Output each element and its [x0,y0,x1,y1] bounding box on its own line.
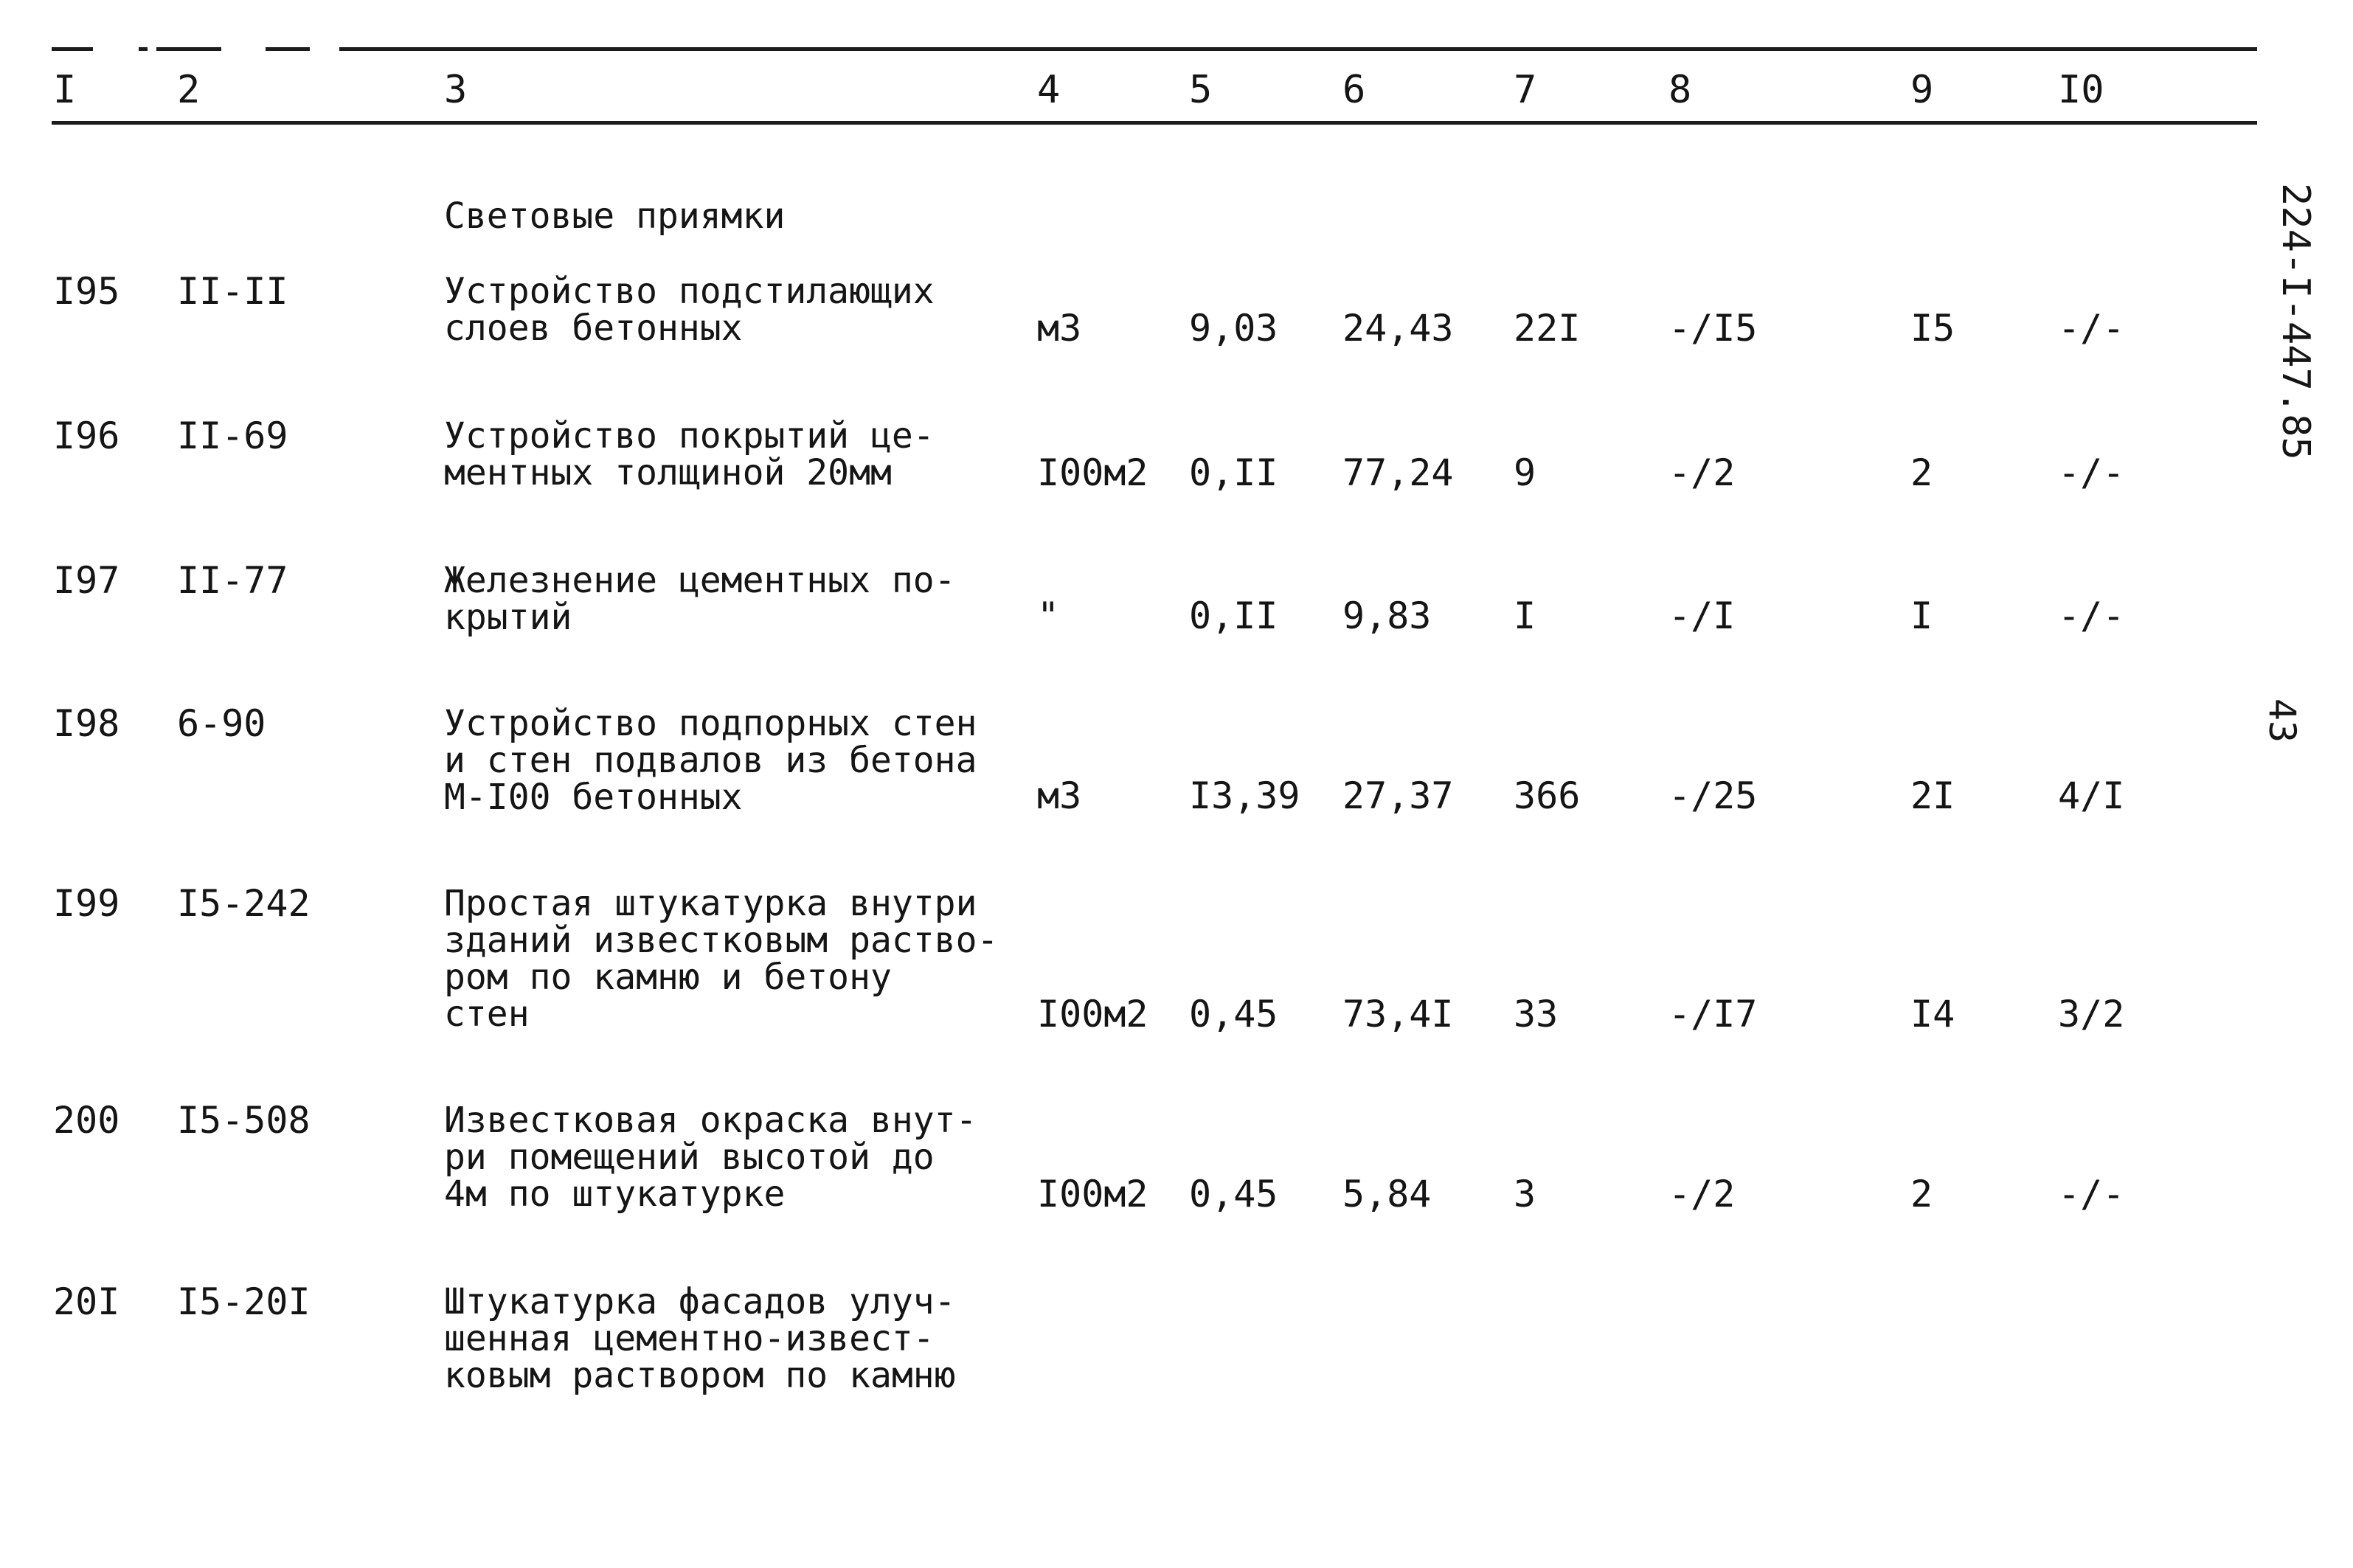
header-rule [52,121,2257,125]
column-header-6: 6 [1342,68,1366,112]
unit-price: 5,84 [1342,1173,1432,1215]
column-8-value: -/I5 [1668,307,1758,350]
column-10-value: 3/2 [2058,993,2125,1035]
top-rule-gap [93,44,139,53]
total-cost: 33 [1514,993,1559,1035]
norm-code: 6-90 [177,702,266,745]
page-number: 43 [2261,698,2304,743]
norm-code: I5-20I [177,1280,311,1323]
work-description: Устройство покрытий це- ментных толщиной 20мм [444,415,935,493]
column-header-3: 3 [444,68,468,112]
row-number: 200 [53,1099,120,1142]
column-header-1: I [53,68,77,112]
work-description: Железнение цементных по- крытий [444,560,956,638]
quantity: 0,II [1189,451,1278,494]
unit: м3 [1037,307,1082,350]
column-8-value: -/I [1668,594,1736,637]
work-description: Устройство подстилающих слоев бетонных [444,271,935,349]
column-header-4: 4 [1037,68,1061,112]
column-header-10: I0 [2058,68,2104,112]
quantity: 0,45 [1189,993,1278,1035]
unit-price: 27,37 [1342,774,1454,817]
section-title: Световые приямки [444,195,786,237]
unit: I00м2 [1037,993,1148,1035]
top-rule-gap [310,44,339,53]
row-number: I97 [53,559,120,602]
column-9-value: 2I [1910,774,1955,817]
norm-code: II-69 [177,414,288,457]
column-header-8: 8 [1668,68,1692,112]
quantity: 9,03 [1189,307,1278,350]
norm-code: II-77 [177,559,288,602]
row-number: I95 [53,270,120,313]
unit: м3 [1037,774,1082,817]
unit-price: 24,43 [1342,307,1454,350]
column-10-value: -/- [2058,1173,2125,1215]
column-9-value: I4 [1910,993,1955,1035]
column-8-value: -/2 [1668,451,1736,494]
total-cost: 366 [1514,774,1581,817]
quantity: 0,II [1189,594,1278,637]
quantity: 0,45 [1189,1173,1278,1215]
work-description: Известковая окраска внут- ри помещений высотой до 4м по штукатурке [444,1100,977,1215]
column-9-value: 2 [1910,451,1933,494]
unit: I00м2 [1037,451,1148,494]
total-cost: 9 [1514,451,1536,494]
row-number: 20I [53,1280,120,1323]
top-rule [52,47,2257,51]
column-9-value: I [1910,594,1933,637]
top-rule-gap [221,44,266,53]
column-10-value: -/- [2058,594,2125,637]
column-8-value: -/I7 [1668,993,1758,1035]
column-9-value: 2 [1910,1173,1933,1215]
total-cost: 22I [1514,307,1581,350]
row-number: I99 [53,882,120,925]
norm-code: I5-508 [177,1099,311,1142]
unit-price: 73,4I [1342,993,1454,1035]
norm-code: I5-242 [177,882,311,925]
column-8-value: -/25 [1668,774,1758,817]
unit: I00м2 [1037,1173,1148,1215]
unit-price: 77,24 [1342,451,1454,494]
unit-price: 9,83 [1342,594,1432,637]
document-code: 224-I-447.85 [2273,183,2318,460]
quantity: I3,39 [1189,774,1300,817]
top-rule-gap [148,44,156,53]
column-10-value: -/- [2058,451,2125,494]
column-10-value: -/- [2058,307,2125,350]
column-header-5: 5 [1189,68,1213,112]
work-description: Простая штукатурка внутри зданий известковым раство- ром по камню и бетону стен [444,883,999,1035]
norm-code: II-II [177,270,288,313]
column-8-value: -/2 [1668,1173,1736,1215]
column-9-value: I5 [1910,307,1955,350]
unit: " [1037,594,1060,637]
work-description: Устройство подпорных стен и стен подвалов из бетона М-I00 бетонных [444,703,977,818]
column-header-2: 2 [177,68,201,112]
total-cost: 3 [1514,1173,1536,1215]
total-cost: I [1514,594,1536,637]
row-number: I96 [53,414,120,457]
column-header-9: 9 [1910,68,1934,112]
work-description: Штукатурка фасадов улуч- шенная цементно-извест- ковым раствором по камню [444,1281,956,1396]
column-header-7: 7 [1514,68,1537,112]
row-number: I98 [53,702,120,745]
column-10-value: 4/I [2058,774,2125,817]
